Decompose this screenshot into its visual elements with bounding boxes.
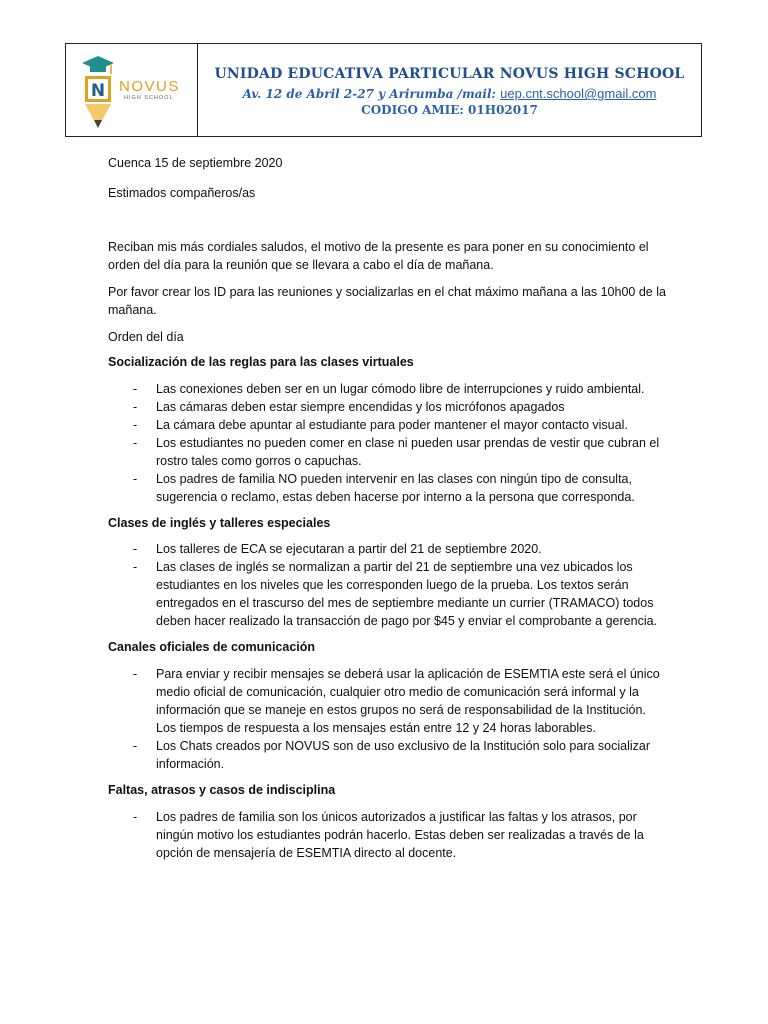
section-list bbox=[108, 380, 668, 506]
list-item: - Las conexiones deben ser en un lugar cómodo libre de interrupciones y ruido ambiental. bbox=[108, 380, 668, 398]
section-heading: Canales oficiales de comunicación bbox=[108, 640, 316, 654]
section-list bbox=[108, 665, 668, 773]
list-item: - Los Chats creados por NOVUS son de uso exclusivo de la Institución solo para socializar información. bbox=[108, 737, 668, 773]
list-item: - Los estudiantes no pueden comer en clase ni pueden usar prendas de vestir que cubran el rostro tales como gorros o capuchas. bbox=[108, 434, 668, 470]
list-item: - Los padres de familia son los únicos autorizados a justificar las faltas y los atrasos, por ningún motivo los estudiantes podrán hacerlo. Estas deben ser realizadas a través de la opción de mensajería de ESEMTIA directo al docente. bbox=[108, 808, 668, 862]
request-paragraph: Por favor crear los ID para las reuniones y socializarlas en el chat máximo mañana a las 10h00 de la mañana. bbox=[108, 285, 666, 317]
logo-subtitle: HIGH SCHOOL bbox=[124, 95, 174, 101]
logo-cell bbox=[66, 44, 198, 136]
section-list bbox=[108, 808, 668, 862]
section-heading: Faltas, atrasos y casos de indisciplina bbox=[108, 783, 336, 797]
svg-text:N: N bbox=[90, 81, 106, 101]
logo-wordmark: NOVUS bbox=[119, 78, 180, 95]
agenda-label: Orden del día bbox=[108, 330, 184, 344]
list-item: - Los talleres de ECA se ejecutaran a partir del 21 de septiembre 2020. bbox=[108, 540, 668, 558]
school-address bbox=[198, 86, 701, 101]
greeting: Estimados compañeros/as bbox=[108, 186, 256, 200]
school-logo-icon bbox=[78, 54, 118, 132]
list-item: - Las clases de inglés se normalizan a partir del 21 de septiembre una vez ubicados los estudiantes en los niveles que les corresponden luego de la prueba. Los textos serán entregados en el trascurso del mes de septiembre mediante un currier (TRAMACO) todos deben hacer realizado la transacción de pago por $45 y enviar el comprobante a gerencia. bbox=[108, 558, 668, 630]
school-info bbox=[198, 44, 701, 136]
date-line: Cuenca 15 de septiembre 2020 bbox=[108, 156, 283, 170]
letter-body bbox=[108, 154, 668, 862]
list-item: - Los padres de familia NO pueden intervenir en las clases con ningún tipo de consulta, sugerencia o reclamo, estas deben hacerse por interno a la persona que corresponda. bbox=[108, 470, 668, 506]
section-list bbox=[108, 540, 668, 630]
section-heading: Socialización de las reglas para las clases virtuales bbox=[108, 355, 414, 369]
school-name: UNIDAD EDUCATIVA PARTICULAR NOVUS HIGH SCHOOL bbox=[214, 66, 685, 82]
amie-code: CODIGO AMIE: 01H02017 bbox=[361, 103, 538, 117]
list-item: - Las cámaras deben estar siempre encendidas y los micrófonos apagados bbox=[108, 398, 668, 416]
address-text: Av. 12 de Abril 2-27 y Arirumba /mail: bbox=[242, 87, 501, 101]
section-heading: Clases de inglés y talleres especiales bbox=[108, 516, 331, 530]
list-item: - Para enviar y recibir mensajes se deberá usar la aplicación de ESEMTIA este será el único medio oficial de comunicación, cualquier otro medio de comunicación será informal y la información que se maneje en estos grupos no será de responsabilidad de la Institución. Los tiempos de respuesta a los mensajes están entre 12 y 24 horas laborables. bbox=[108, 665, 668, 737]
letterhead bbox=[65, 43, 702, 137]
intro-paragraph: Reciban mis más cordiales saludos, el motivo de la presente es para poner en su conocimiento el orden del día para la reunión que se llevara a cabo el día de mañana. bbox=[108, 240, 649, 272]
list-item: - La cámara debe apuntar al estudiante para poder mantener el mayor contacto visual. bbox=[108, 416, 668, 434]
email-link[interactable]: uep.cnt.school@gmail.com bbox=[500, 86, 657, 101]
